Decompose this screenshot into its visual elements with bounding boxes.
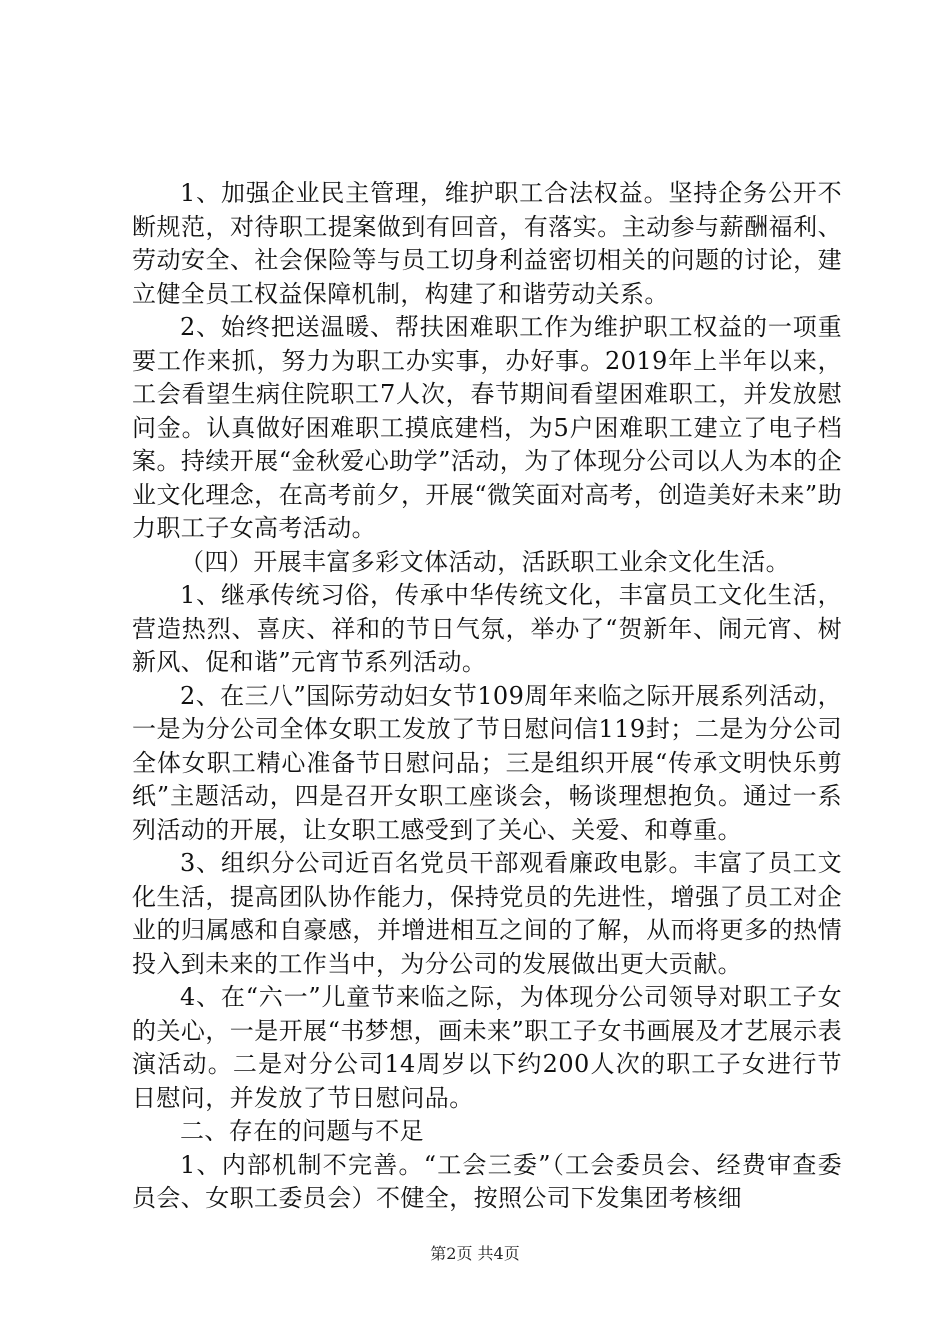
section-heading-problems: 二、存在的问题与不足 xyxy=(180,1117,424,1145)
document-body xyxy=(132,177,842,1216)
paragraph-warmth-assistance: 2、始终把送温暖、帮扶困难职工作为维护职工权益的一项重要工作来抓，努力为职工办实事，办好事。2019年上半年以来，工会看望生病住院职工7人次，春节期间看望困难职工，并发放慰问金。认真做好困难职工摸底建档，为5户困难职工建立了电子档案。持续开展“金秋爱心助学”活动，为了体现分公司以人为本的企业文化理念，在高考前夕，开展“微笑面对高考，创造美好未来”助力职工子女高考活动。 xyxy=(132,313,842,542)
section-heading-cultural-activities: （四）开展丰富多彩文体活动，活跃职工业余文化生活。 xyxy=(180,547,790,576)
paragraph-childrens-day: 4、在“六一”儿童节来临之际，为体现分公司领导对职工子女的关心，一是开展“书梦想，画未来”职工子女书画展及才艺展示表演活动。二是对分公司14周岁以下约200人次的职工子女进行节日慰问，并发放了节日慰问品。 xyxy=(132,983,842,1112)
paragraph-lantern-festival: 1、继承传统习俗，传承中华传统文化，丰富员工文化生活，营造热烈、喜庆、祥和的节日气氛，举办了“贺新年、闹元宵、树新风、促和谐”元宵节系列活动。 xyxy=(132,581,842,676)
paragraph-rights-protection: 1、加强企业民主管理，维护职工合法权益。坚持企务公开不断规范，对待职工提案做到有回音，有落实。主动参与薪酬福利、劳动安全、社会保险等与员工切身利益密切相关的问题的讨论，建立健全员工权益保障机制，构建了和谐劳动关系。 xyxy=(132,179,842,308)
page-number-footer: 第2页 共4页 xyxy=(430,1244,520,1263)
paragraph-film-viewing: 3、组织分公司近百名党员干部观看廉政电影。丰富了员工文化生活，提高团队协作能力，保持党员的先进性，增强了员工对企业的归属感和自豪感，并增进相互之间的了解，从而将更多的热情投入到未来的工作当中，为分公司的发展做出更大贡献。 xyxy=(132,849,842,978)
paragraph-womens-day: 2、在三八”国际劳动妇女节109周年来临之际开展系列活动，一是为分公司全体女职工发放了节日慰问信119封；二是为分公司全体女职工精心准备节日慰问品；三是组织开展“传承文明快乐剪纸”主题活动，四是召开女职工座谈会，畅谈理想抱负。通过一系列活动的开展，让女职工感受到了关心、关爱、和尊重。 xyxy=(132,681,842,844)
paragraph-internal-mechanism: 1、内部机制不完善。“工会三委”（工会委员会、经费审查委员会、女职工委员会）不健全，按照公司下发集团考核细 xyxy=(132,1150,842,1212)
